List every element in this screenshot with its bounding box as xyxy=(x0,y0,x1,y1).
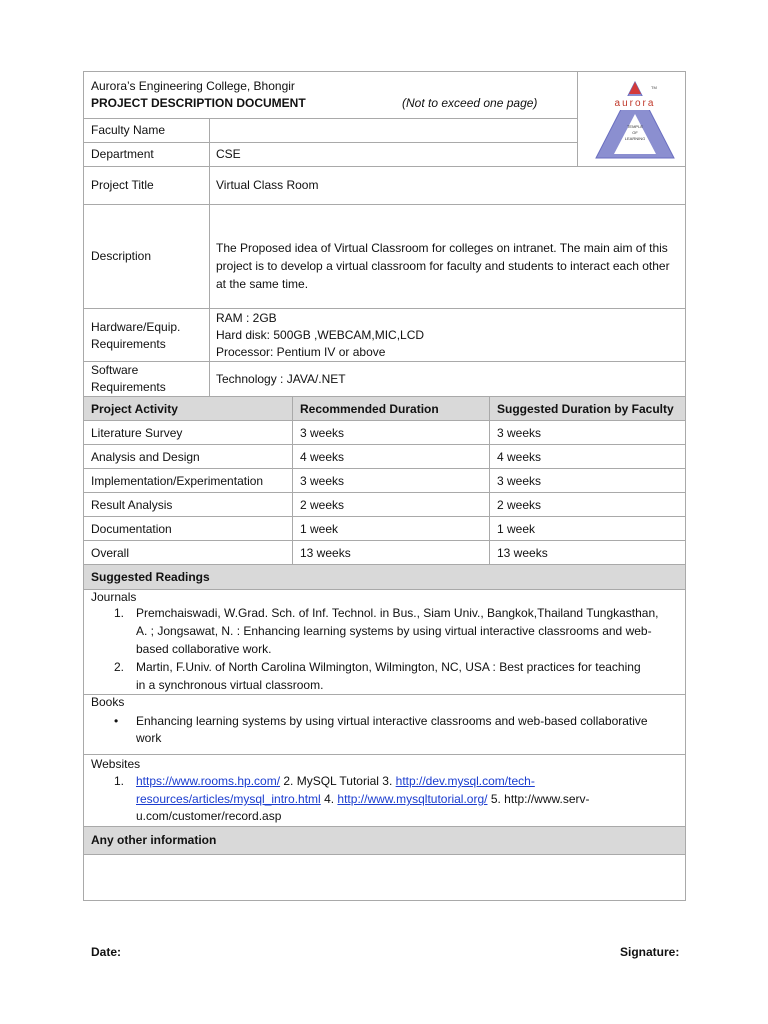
description-value: The Proposed idea of Virtual Classroom for colleges on intranet. The main aim of this project is to develop a virtual classroom for faculty and students to interact each other at the same time. xyxy=(216,241,670,291)
journal-1-line3: based collaborative work. xyxy=(136,642,272,656)
journal-2-line1: Martin, F.Univ. of North Carolina Wilmington, Wilmington, NC, USA : Best practices for teaching xyxy=(136,660,641,674)
websites-line1 xyxy=(136,772,535,790)
websites-text1: 2. MySQL Tutorial 3. xyxy=(280,774,396,788)
row2-suggested: 4 weeks xyxy=(497,450,542,464)
row6-recommended: 13 weeks xyxy=(300,546,351,560)
hardware-line-ram: RAM : 2GB xyxy=(216,311,277,325)
link-mysql-tech-part2[interactable]: resources/articles/mysql_intro.html xyxy=(136,792,321,806)
hardware-label-line1: Hardware/Equip. xyxy=(91,320,181,334)
row6-activity: Overall xyxy=(91,546,130,560)
page-limit-note: (Not to exceed one page) xyxy=(402,96,538,110)
logo-word: aurora xyxy=(614,98,656,109)
row1-recommended: 3 weeks xyxy=(300,426,345,440)
department-value-cell xyxy=(209,142,578,167)
doc-title: PROJECT DESCRIPTION DOCUMENT xyxy=(91,96,306,110)
row3-activity: Implementation/Experimentation xyxy=(91,474,264,488)
websites-number: 1. xyxy=(114,774,125,788)
books-label: Books xyxy=(91,695,125,709)
department-label: Department xyxy=(91,147,154,161)
book-1-bullet: • xyxy=(114,714,119,728)
college-name: Aurora’s Engineering College, Bhongir xyxy=(91,79,295,93)
link-mysql-tech-part1[interactable]: http://dev.mysql.com/tech- xyxy=(395,774,535,788)
journal-1-line2: A. ; Jongsawat, N. : Enhancing learning systems by using virtual interactive classrooms and web- xyxy=(136,624,652,638)
row4-recommended: 2 weeks xyxy=(300,498,345,512)
websites-text3: 5. http://www.serv- xyxy=(487,792,590,806)
activity-header-recommended: Recommended Duration xyxy=(300,402,439,416)
row1-activity: Literature Survey xyxy=(91,426,183,440)
link-rooms-hp[interactable]: https://www.rooms.hp.com/ xyxy=(136,774,281,788)
logo-tagline-2: OF xyxy=(632,130,638,135)
journal-2-line2: in a synchronous virtual classroom. xyxy=(136,678,324,692)
websites-text2: 4. xyxy=(320,792,338,806)
faculty-value-cell xyxy=(209,118,578,143)
logo-tagline-3: LEARNING xyxy=(624,136,646,141)
hardware-label-cell xyxy=(83,308,210,362)
row6-suggested: 13 weeks xyxy=(497,546,548,560)
row4-activity: Result Analysis xyxy=(91,498,173,512)
book-1-line1: Enhancing learning systems by using virtual interactive classrooms and web-based collaborative xyxy=(136,714,648,728)
journal-1-number: 1. xyxy=(114,606,125,620)
signature-label: Signature: xyxy=(620,945,680,959)
hardware-line-disk: Hard disk: 500GB ,WEBCAM,MIC,LCD xyxy=(216,328,425,342)
row2-recommended: 4 weeks xyxy=(300,450,345,464)
software-value: Technology : JAVA/.NET xyxy=(216,372,346,386)
journal-1-line1: Premchaiswadi, W.Grad. Sch. of Inf. Technol. in Bus., Siam Univ., Bangkok,Thailand Tungkasthan, xyxy=(136,606,659,620)
readings-title: Suggested Readings xyxy=(91,570,210,584)
description-label: Description xyxy=(91,249,152,263)
logo-tagline-1: TEMPLE xyxy=(626,124,644,129)
row2-activity: Analysis and Design xyxy=(91,450,200,464)
websites-label: Websites xyxy=(91,757,141,771)
project-title-label: Project Title xyxy=(91,178,154,192)
department-value: CSE xyxy=(216,147,241,161)
software-label-line2: Requirements xyxy=(91,380,166,394)
logo-tm: TM xyxy=(651,85,657,90)
row5-activity: Documentation xyxy=(91,522,172,536)
websites-line2 xyxy=(136,790,590,808)
hardware-label-line2: Requirements xyxy=(91,337,166,351)
websites-line3: u.com/customer/record.asp xyxy=(136,809,282,823)
row5-recommended: 1 week xyxy=(300,522,339,536)
activity-header-suggested: Suggested Duration by Faculty xyxy=(497,402,674,416)
activity-header-activity: Project Activity xyxy=(91,402,178,416)
hardware-line-processor: Processor: Pentium IV or above xyxy=(216,345,386,359)
project-title-value: Virtual Class Room xyxy=(216,178,319,192)
link-mysqltutorial[interactable]: http://www.mysqltutorial.org/ xyxy=(337,792,488,806)
row1-suggested: 3 weeks xyxy=(497,426,542,440)
row3-recommended: 3 weeks xyxy=(300,474,345,488)
aurora-logo xyxy=(590,76,680,162)
journal-2-number: 2. xyxy=(114,660,125,674)
row3-suggested: 3 weeks xyxy=(497,474,542,488)
book-1-line2: work xyxy=(136,731,162,745)
journals-label: Journals xyxy=(91,590,137,604)
other-info-title: Any other information xyxy=(91,833,217,847)
row5-suggested: 1 week xyxy=(497,522,536,536)
logo-triangle-top xyxy=(629,82,641,94)
faculty-label: Faculty Name xyxy=(91,123,166,137)
other-info-value-cell xyxy=(83,854,686,901)
row4-suggested: 2 weeks xyxy=(497,498,542,512)
software-label-line1: Software xyxy=(91,363,139,377)
date-label: Date: xyxy=(91,945,122,959)
